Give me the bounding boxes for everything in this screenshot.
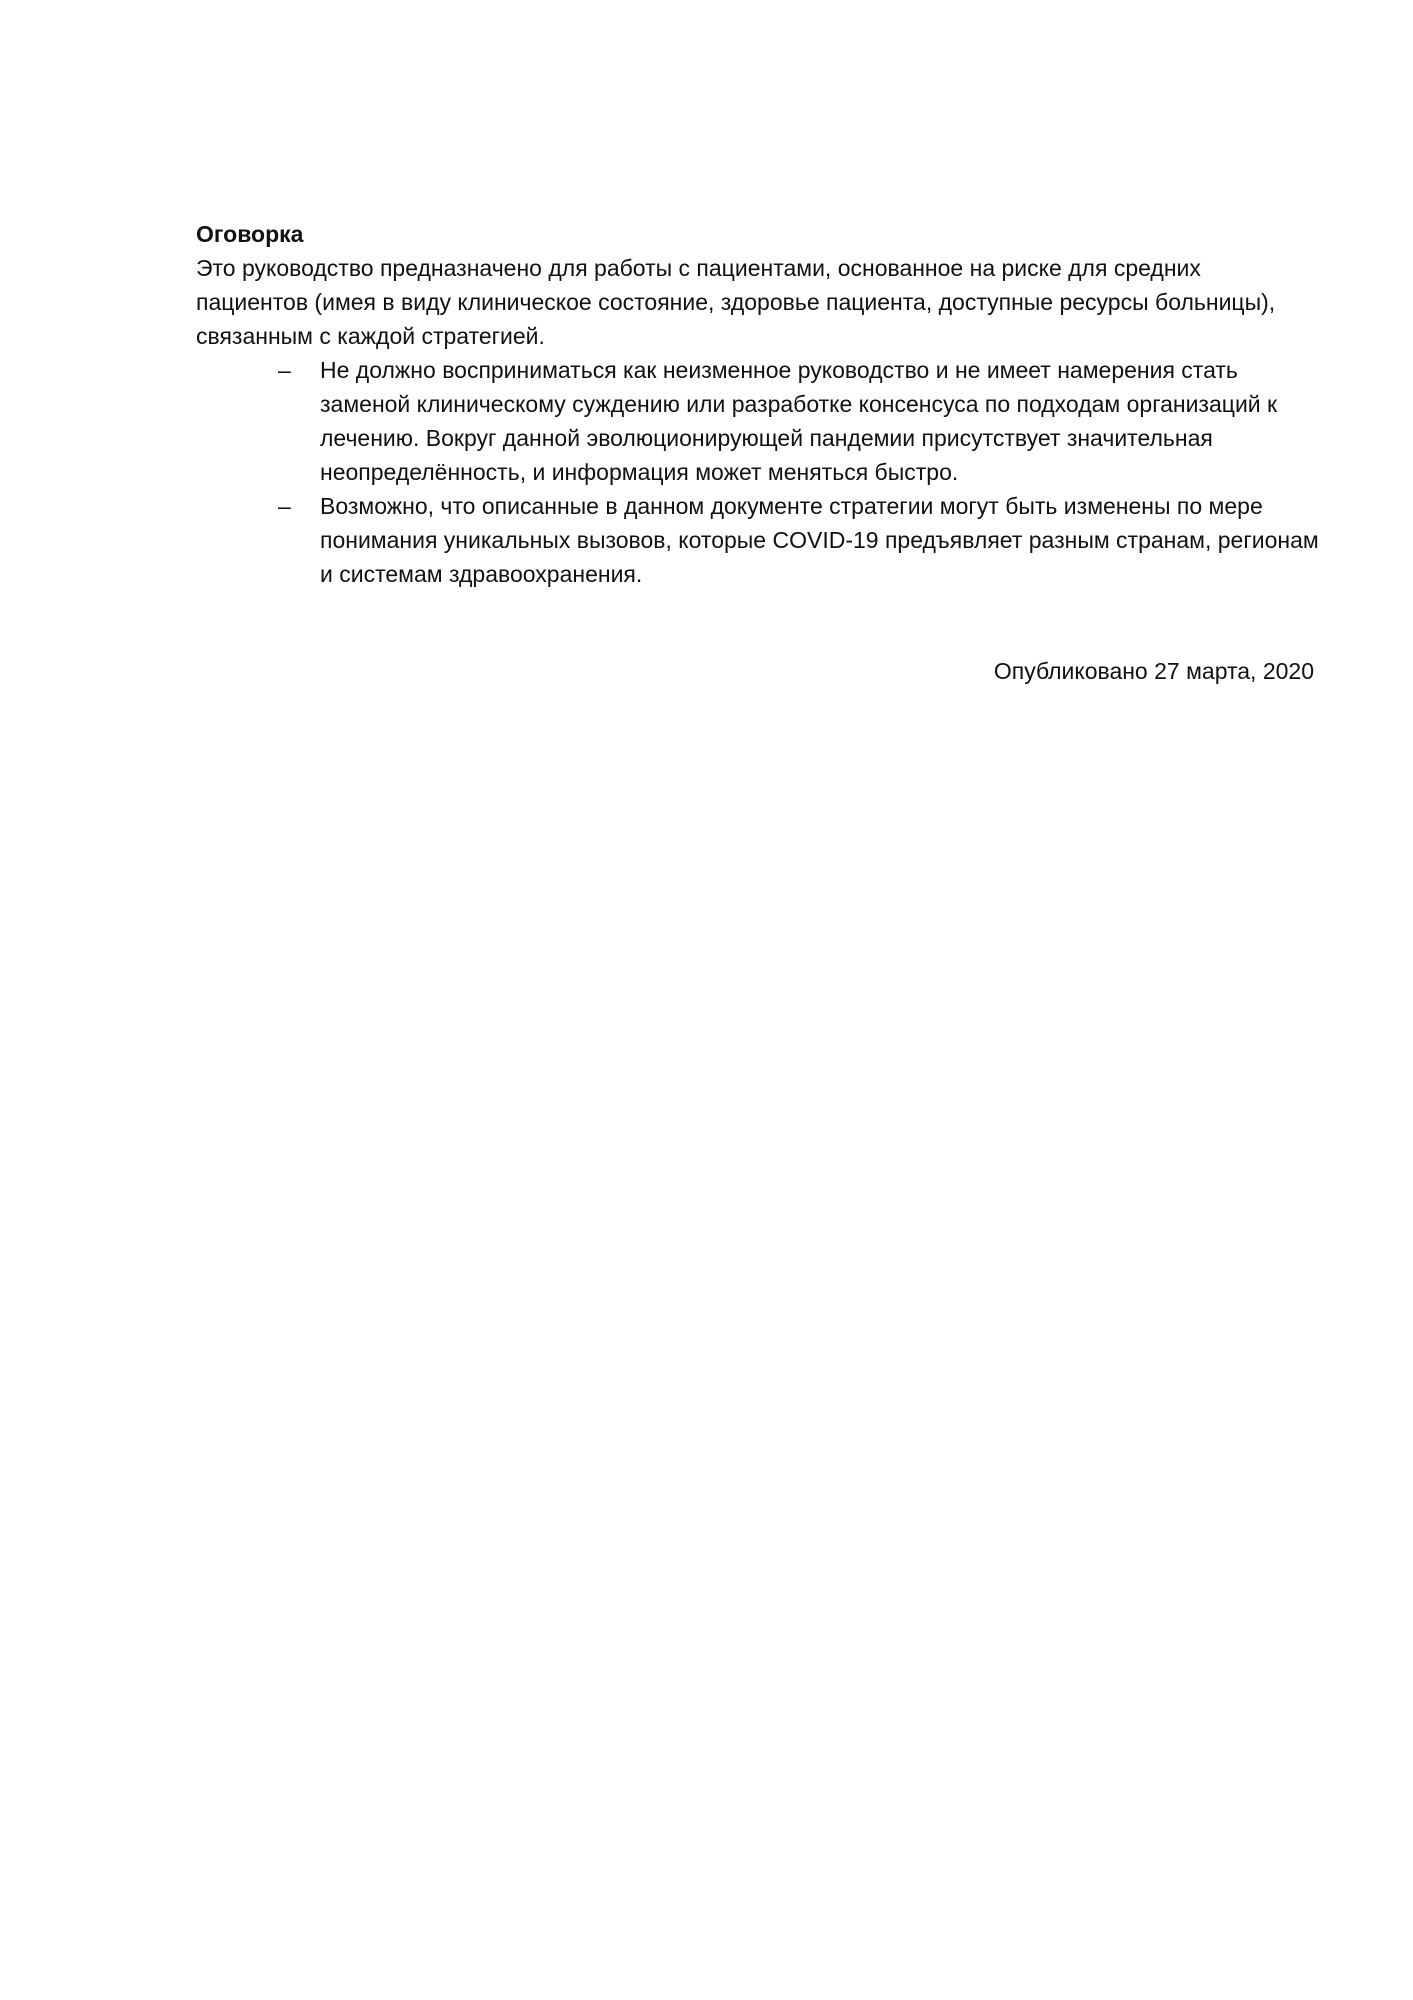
bullet-text-1: Не должно восприниматься как неизменное руководство и не имеет намерения стать заменой клиническому суждению или разработке консенсуса по подходам организаций к лечению. Вокруг данной эволюционирующей пандемии присутствует значительная неопределённость, и информация может меняться быстро.: [320, 357, 1278, 485]
dash-marker-icon: –: [278, 493, 291, 519]
disclaimer-heading: Оговорка: [196, 221, 304, 247]
bullet-item-1: [196, 353, 1330, 489]
disclaimer-section: [196, 217, 1319, 591]
disclaimer-bullet-list: [196, 353, 1319, 591]
disclaimer-intro: Это руководство предназначено для работы с пациентами, основанное на риске для средних пациентов (имея в виду клиническое состояние, здоровье пациента, доступные ресурсы больницы), связанным с каждой стратегией.: [196, 255, 1276, 349]
publication-date: Опубликовано 27 марта, 2020: [993, 658, 1314, 684]
dash-marker-icon: –: [278, 357, 291, 383]
bullet-text-2: Возможно, что описанные в данном документе стратегии могут быть изменены по мере понимания уникальных вызовов, которые COVID-19 предъявляет разным странам, регионам и системам здравоохранения.: [320, 493, 1319, 587]
bullet-item-2: [196, 489, 1330, 591]
